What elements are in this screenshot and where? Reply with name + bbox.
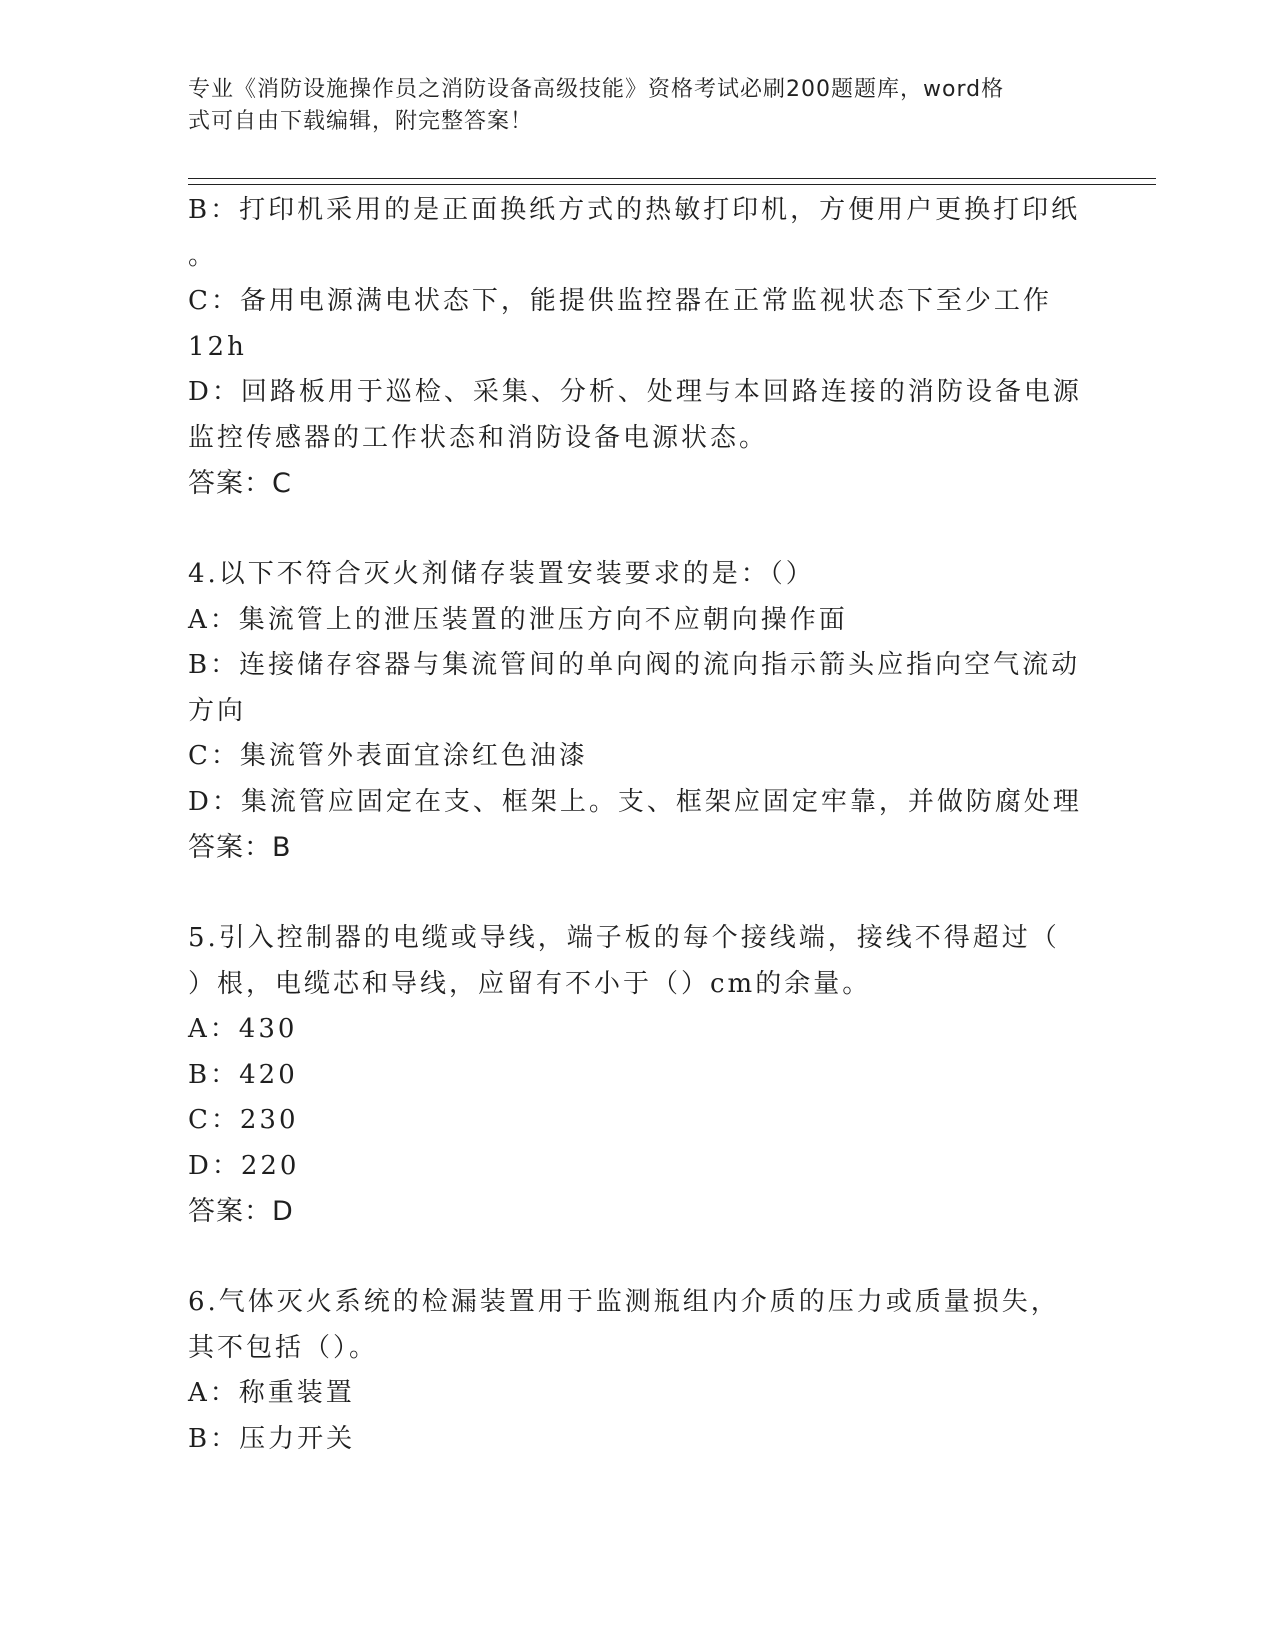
- q4-option-b-line-2: 方向: [188, 695, 247, 726]
- q4-option-c: C：集流管外表面宜涂红色油漆: [188, 741, 588, 771]
- question-5: [188, 916, 1088, 1235]
- q4-answer: 答案：B: [188, 832, 292, 863]
- spacer: [188, 871, 1088, 917]
- q3-option-d-line-1: D：回路板用于巡检、采集、分析、处理与本回路连接的消防设备电源: [188, 377, 1082, 407]
- q5-option-a: A：430: [188, 1014, 298, 1044]
- q3-option-c-line-2: 12h: [188, 331, 247, 362]
- header-divider-top: [188, 178, 1156, 179]
- q3-option-c-line-1: C：备用电源满电状态下，能提供监控器在正常监视状态下至少工作: [188, 286, 1052, 316]
- header-line-2: 式可自由下载编辑，附完整答案！: [188, 109, 534, 134]
- spacer: [188, 1235, 1088, 1281]
- q6-stem-line-1: 6.气体灭火系统的检漏装置用于监测瓶组内介质的压力或质量损失，: [188, 1287, 1060, 1317]
- q5-stem-line-2: ）根，电缆芯和导线，应留有不小于（）cm的余量。: [188, 968, 872, 999]
- q4-option-b-line-1: B：连接储存容器与集流管间的单向阀的流向指示箭头应指向空气流动: [188, 650, 1081, 680]
- q5-option-c: C：230: [188, 1105, 299, 1135]
- q6-option-b: B：压力开关: [188, 1423, 356, 1454]
- q6-stem-line-2: 其不包括（）。: [188, 1332, 379, 1363]
- q5-option-d: D：220: [188, 1150, 300, 1181]
- q3-option-b-line-1: B：打印机采用的是正面换纸方式的热敏打印机，方便用户更换打印纸: [188, 195, 1081, 225]
- q4-stem: 4.以下不符合灭火剂储存装置安装要求的是：（）: [188, 559, 815, 589]
- q5-stem-line-1: 5.引入控制器的电缆或导线，端子板的每个接线端，接线不得超过（: [188, 923, 1060, 953]
- spacer: [188, 507, 1088, 553]
- q6-option-a: A：称重装置: [188, 1378, 355, 1408]
- q3-answer: 答案：C: [188, 468, 292, 499]
- question-content: [188, 188, 1088, 1462]
- q5-answer: 答案：D: [188, 1196, 294, 1227]
- header-line-1: 专业《消防设施操作员之消防设备高级技能》资格考试必刷200题题库，word格: [188, 77, 1005, 102]
- q5-option-b: B：420: [188, 1059, 298, 1090]
- q4-option-a: A：集流管上的泄压装置的泄压方向不应朝向操作面: [188, 604, 848, 635]
- question-3-continued: [188, 188, 1088, 507]
- question-6: [188, 1280, 1088, 1462]
- question-4: [188, 552, 1088, 871]
- q3-option-d-line-2: 监控传感器的工作状态和消防设备电源状态。: [188, 422, 769, 453]
- document-header: [188, 74, 1088, 138]
- q3-option-b-line-2: 。: [188, 240, 218, 271]
- q4-option-d: D：集流管应固定在支、框架上。支、框架应固定牢靠，并做防腐处理: [188, 786, 1082, 817]
- header-divider-bottom: [188, 184, 1156, 185]
